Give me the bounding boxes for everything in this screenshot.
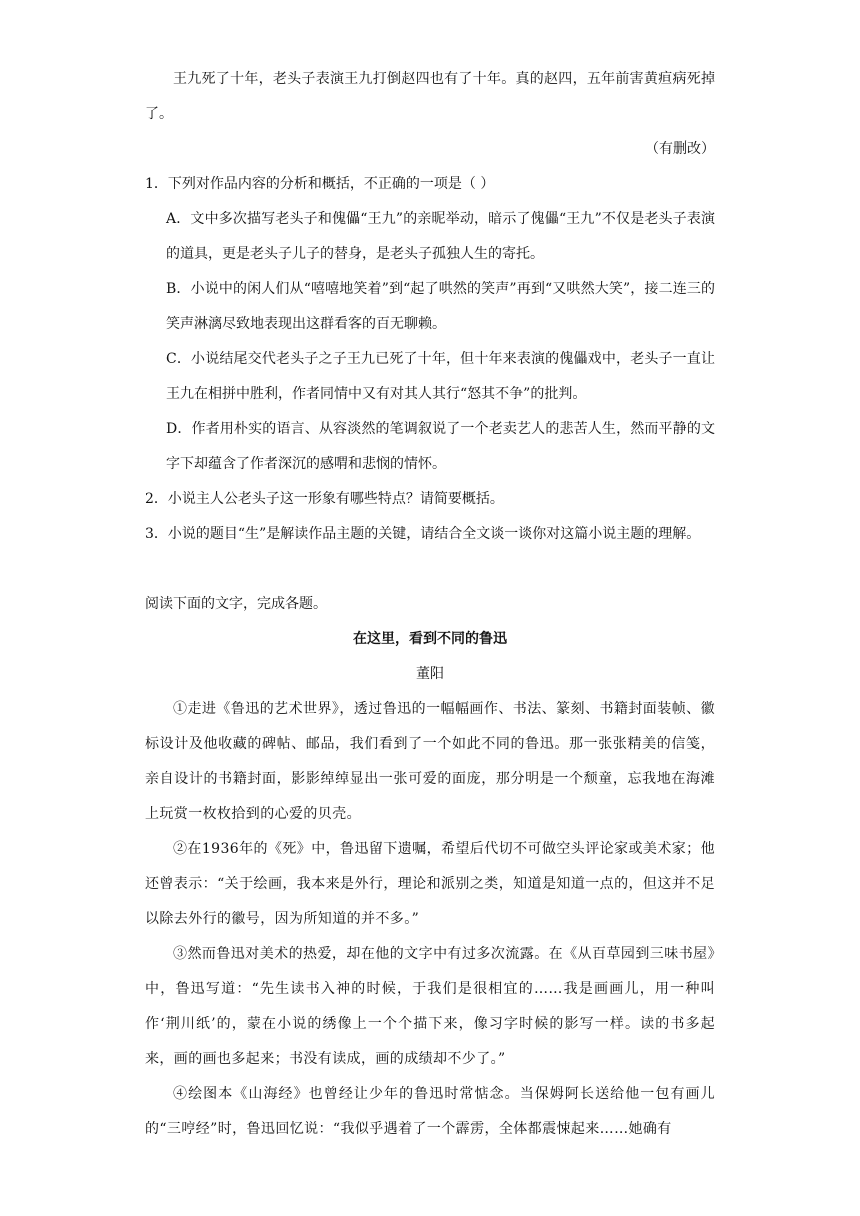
question-1-option-c: C．小说结尾交代老头子之子王九已死了十年，但十年来表演的傀儡戏中，老头子一直让王九在相拼中胜利，作者同情中又有对其人其行“怒其不争”的批判。	[166, 351, 715, 402]
article-paragraph-4: ④绘图本《山海经》也曾经让少年的鲁迅时常惦念。当保姆阿长送给他一包有画儿的“三哼经”时，鲁迅回忆说：“我似乎遇着了一个霹雳，全体都震悚起来……她确有	[145, 1086, 715, 1137]
question-3: 3．小说的题目“生”是解读作品主题的关键，请结合全文谈一谈你对这篇小说主题的理解。	[145, 526, 701, 542]
question-1-option-b: B．小说中的闲人们从“嘻嘻地笑着”到“起了哄然的笑声”再到“又哄然大笑”，接二连三的笑声淋漓尽致地表现出这群看客的百无聊赖。	[166, 281, 715, 332]
story-closing-paragraph: 王九死了十年，老头子表演王九打倒赵四也有了十年。真的赵四，五年前害黄疸病死掉了。	[145, 71, 715, 122]
question-2: 2．小说主人公老头子这一形象有哪些特点？请简要概括。	[145, 491, 504, 507]
question-1-option-a: A．文中多次描写老头子和傀儡“王九”的亲昵举动，暗示了傀儡“王九”不仅是老头子表演的道具，更是老头子儿子的替身，是老头子孤独人生的寄托。	[166, 211, 715, 262]
article-paragraph-2: ②在1936年的《死》中，鲁迅留下遗嘱，希望后代切不可做空头评论家或美术家；他还曾表示：“关于绘画，我本来是外行，理论和派别之类，知道是知道一点的，但这并不足以除去外行的徽号，因为所知道的并不多。”	[145, 841, 715, 927]
article-author: 董阳	[416, 666, 444, 682]
article-paragraph-1: ①走进《鲁迅的艺术世界》，透过鲁迅的一幅幅画作、书法、篆刻、书籍封面装帧、徽标设计及他收藏的碑帖、邮品，我们看到了一个如此不同的鲁迅。那一张张精美的信笺，亲自设计的书籍封面，影影绰绰显出一张可爱的面庞，那分明是一个颓童，忘我地在海滩上玩赏一枚枚拾到的心爱的贝壳。	[145, 701, 715, 822]
article-paragraph-3: ③然而鲁迅对美术的热爱，却在他的文字中有过多次流露。在《从百草园到三味书屋》中，鲁迅写道：“先生读书入神的时候，于我们是很相宜的……我是画画儿，用一种叫作‘荆川纸’的，蒙在小说的绣像上一个个描下来，像习字时候的影写一样。读的书多起来，画的画也多起来；书没有读成，画的成绩却不少了。”	[145, 946, 715, 1067]
document-page	[145, 62, 715, 1147]
reading-instruction: 阅读下面的文字，完成各题。	[145, 596, 327, 612]
edit-note: （有删改）	[645, 141, 715, 157]
question-1-option-d: D．作者用朴实的语言、从容淡然的笔调叙说了一个老卖艺人的悲苦人生，然而平静的文字下却蕴含了作者深沉的感喟和悲悯的情怀。	[166, 421, 715, 472]
article-title: 在这里，看到不同的鲁迅	[353, 631, 507, 647]
section-gap	[145, 552, 715, 587]
question-1-stem: 1．下列对作品内容的分析和概括，不正确的一项是（ ）	[145, 176, 495, 192]
